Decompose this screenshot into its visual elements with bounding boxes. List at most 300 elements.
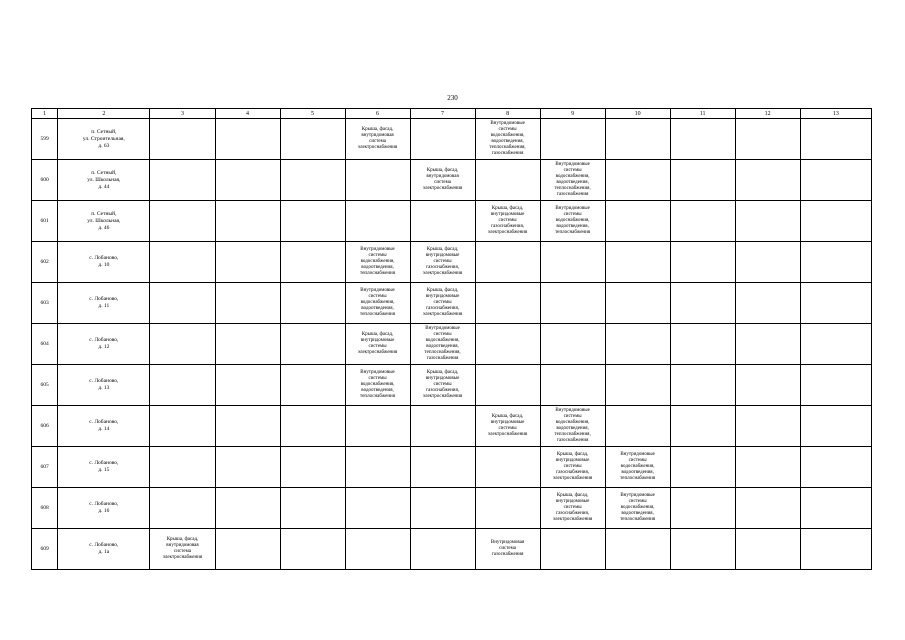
column-number: 8 [475, 109, 540, 119]
work-cell [150, 242, 215, 283]
work-cell [280, 365, 345, 406]
work-text-line: Крыша, фасад, [426, 247, 459, 252]
work-cell [410, 529, 475, 570]
work-text-line: системы [368, 294, 387, 299]
address-line: с. Лобаново, [89, 337, 119, 343]
work-cell [670, 365, 735, 406]
work-cell [345, 406, 410, 447]
work-cell [540, 283, 605, 324]
work-cell [670, 529, 735, 570]
work-text-line: газоснабжения [491, 552, 524, 557]
table-row [32, 406, 872, 447]
work-text-line: Внутридомовые [555, 162, 590, 167]
work-cell [345, 160, 410, 201]
column-number: 4 [215, 109, 280, 119]
address-cell [58, 406, 150, 447]
work-text-line: Внутридомовые [360, 247, 395, 252]
work-cell [540, 119, 605, 160]
work-text-line: внутридомовые [425, 253, 460, 258]
table-row [32, 160, 872, 201]
work-text-line: водоотведения, [556, 180, 589, 185]
work-cell [475, 324, 540, 365]
address-line: ул. Строительная, [82, 135, 125, 142]
address-line: с. Лобаново, [89, 542, 119, 548]
work-cell [670, 119, 735, 160]
work-text-line: Крыша, фасад, [491, 206, 524, 211]
work-cell [475, 201, 540, 242]
work-text-line: Внутридомовые [360, 370, 395, 375]
address-cell [58, 365, 150, 406]
work-text-line: внутридомовые [490, 212, 525, 217]
work-cell [475, 119, 540, 160]
work-cell [605, 201, 670, 242]
work-text-line: Крыша, фасад, [426, 370, 459, 375]
work-cell [215, 119, 280, 160]
work-text-line: системы [628, 458, 647, 463]
work-text-line: Внутридомовые [555, 408, 590, 413]
address-cell [58, 160, 150, 201]
work-text-line: системы [498, 127, 517, 132]
work-cell [215, 365, 280, 406]
work-text-line: газоснабжения, [426, 388, 459, 393]
work-cell [670, 201, 735, 242]
work-text-line: электроснабжения [422, 271, 463, 276]
work-text-line: электроснабжения [357, 350, 398, 355]
address-line: с. Лобаново, [89, 419, 119, 425]
work-text-line: Внутридомовые [425, 326, 460, 331]
work-text-line: водоотведения, [556, 426, 589, 431]
column-number-row [32, 109, 872, 119]
work-text-line: водоотведения, [621, 470, 654, 475]
work-text-line: системы [563, 414, 582, 419]
work-text-line: системы [628, 499, 647, 504]
address-line: с. Лобаново, [89, 460, 119, 466]
work-cell [540, 242, 605, 283]
work-cell [800, 283, 871, 324]
work-cell [475, 160, 540, 201]
work-text-line: водоснабжения, [360, 300, 395, 305]
work-cell [605, 160, 670, 201]
address-line: д. 10 [98, 262, 110, 268]
work-cell [800, 324, 871, 365]
work-text-line: электроснабжения [487, 230, 528, 235]
work-text-line: внутридомовая [361, 133, 394, 138]
address-cell [58, 201, 150, 242]
work-cell [540, 160, 605, 201]
work-cell [215, 242, 280, 283]
work-text-line: газоснабжения, [556, 470, 590, 475]
work-cell [215, 160, 280, 201]
work-text-line: электроснабжения [422, 186, 463, 191]
work-cell [540, 488, 605, 529]
work-text-line: водоотведения, [361, 265, 394, 270]
address-cell [58, 242, 150, 283]
work-cell [410, 283, 475, 324]
address-cell [58, 447, 150, 488]
address-line: с. Лобаново, [89, 378, 119, 384]
work-text-line: водоснабжения, [620, 505, 655, 510]
row-number: 605 [32, 365, 58, 406]
work-cell [215, 201, 280, 242]
address-line: с. Лобаново, [89, 296, 119, 302]
work-text-line: электроснабжения [422, 394, 463, 399]
column-number: 2 [58, 109, 150, 119]
work-text-line: Внутридомовые [620, 452, 655, 457]
work-cell [215, 488, 280, 529]
work-text-line: водоотведения, [491, 139, 524, 144]
work-cell [280, 119, 345, 160]
work-cell [735, 119, 800, 160]
work-cell [735, 529, 800, 570]
work-cell [735, 365, 800, 406]
work-cell [735, 324, 800, 365]
table-row [32, 201, 872, 242]
work-cell [605, 242, 670, 283]
address-line: ул. Школьная, [87, 176, 121, 183]
work-cell [215, 406, 280, 447]
work-cell [540, 365, 605, 406]
work-text-line: теплоснабжения [620, 476, 656, 481]
row-number: 600 [32, 160, 58, 201]
column-number: 6 [345, 109, 410, 119]
work-text-line: системы [498, 426, 517, 431]
address-line: д. 63 [98, 142, 110, 149]
work-cell [605, 488, 670, 529]
work-cell [800, 365, 871, 406]
address-line: д. 44 [98, 183, 110, 190]
work-cell [800, 488, 871, 529]
work-cell [670, 488, 735, 529]
work-cell [475, 529, 540, 570]
work-cell [605, 283, 670, 324]
work-text-line: внутридомовая [426, 174, 459, 179]
address-line: п. Сетный, [91, 128, 117, 135]
row-number: 606 [32, 406, 58, 447]
work-text-line: Крыша, фасад, [361, 332, 394, 337]
work-cell [215, 283, 280, 324]
work-text-line: внутридомовые [555, 458, 590, 463]
work-cell [345, 201, 410, 242]
work-text-line: Крыша, фасад, [426, 168, 459, 173]
work-cell [150, 119, 215, 160]
row-number: 599 [32, 119, 58, 160]
work-cell [280, 488, 345, 529]
row-number: 604 [32, 324, 58, 365]
work-cell [800, 406, 871, 447]
work-cell [410, 242, 475, 283]
work-text-line: Внутридомовые [360, 288, 395, 293]
work-cell [150, 365, 215, 406]
address-line: с. Лобаново, [89, 501, 119, 507]
work-text-line: газоснабжения [426, 356, 459, 361]
work-text-line: система [499, 546, 516, 551]
work-text-line: водоотведения, [556, 224, 589, 229]
work-cell [215, 324, 280, 365]
address-line: д. 13 [98, 385, 110, 391]
work-text-line: системы [368, 253, 387, 258]
work-text-line: Внутридомовые [620, 493, 655, 498]
work-cell [670, 406, 735, 447]
work-cell [605, 529, 670, 570]
work-text-line: водоснабжения, [620, 464, 655, 469]
work-text-line: водоснабжения, [425, 338, 460, 343]
work-text-line: водоснабжения, [555, 420, 590, 425]
work-cell [280, 406, 345, 447]
work-cell [735, 406, 800, 447]
work-text-line: газоснабжения [491, 151, 524, 156]
work-text-line: Внутридомовые [555, 206, 590, 211]
address-line: д. 16 [98, 508, 110, 514]
work-text-line: газоснабжения [556, 438, 589, 443]
column-number: 11 [670, 109, 735, 119]
work-cell [215, 447, 280, 488]
work-cell [345, 283, 410, 324]
work-text-line: внутридомовые [360, 338, 395, 343]
work-cell [800, 201, 871, 242]
work-text-line: Крыша, фасад, [556, 493, 589, 498]
work-text-line: водоотведения, [361, 388, 394, 393]
work-text-line: теплоснабжения, [554, 186, 591, 191]
work-text-line: внутридомовые [490, 420, 525, 425]
work-cell [605, 365, 670, 406]
work-text-line: электроснабжения [422, 312, 463, 317]
work-cell [670, 447, 735, 488]
work-text-line: системы [368, 376, 387, 381]
work-text-line: системы [563, 212, 582, 217]
column-number: 9 [540, 109, 605, 119]
work-cell [150, 447, 215, 488]
work-cell [540, 529, 605, 570]
address-line: д. 12 [98, 344, 110, 350]
work-text-line: водоснабжения, [360, 382, 395, 387]
work-text-line: Крыша, фасад, [361, 127, 394, 132]
address-line: ул. Школьная, [87, 217, 121, 224]
work-cell [280, 283, 345, 324]
address-line: д. 11 [98, 303, 110, 309]
page-number: 230 [447, 94, 458, 102]
work-text-line: электроснабжения [552, 476, 593, 481]
row-number: 602 [32, 242, 58, 283]
work-text-line: внутридомовые [555, 499, 590, 504]
work-cell [345, 447, 410, 488]
work-cell [670, 283, 735, 324]
column-number: 5 [280, 109, 345, 119]
work-text-line: Крыша, фасад, [556, 452, 589, 457]
table-row [32, 242, 872, 283]
work-text-line: Крыша, фасад, [426, 288, 459, 293]
address-cell [58, 283, 150, 324]
work-text-line: Крыша, фасад, [166, 537, 199, 542]
work-cell [670, 160, 735, 201]
column-number: 13 [800, 109, 871, 119]
work-cell [735, 283, 800, 324]
table-row [32, 365, 872, 406]
work-text-line: теплоснабжения [620, 517, 656, 522]
work-text-line: теплоснабжения, [424, 350, 461, 355]
work-cell [410, 160, 475, 201]
table-row [32, 324, 872, 365]
table-row [32, 119, 872, 160]
work-text-line: теплоснабжения, [489, 145, 526, 150]
work-cell [150, 488, 215, 529]
table-row [32, 447, 872, 488]
work-cell [735, 447, 800, 488]
work-text-line: внутридомовые [425, 376, 460, 381]
work-cell [280, 201, 345, 242]
work-cell [345, 488, 410, 529]
work-cell [605, 406, 670, 447]
repair-schedule-table [31, 108, 872, 570]
work-cell [800, 447, 871, 488]
work-cell [150, 406, 215, 447]
work-text-line: водоснабжения, [555, 174, 590, 179]
work-cell [605, 119, 670, 160]
work-cell [345, 529, 410, 570]
work-cell [410, 406, 475, 447]
work-text-line: водоотведения, [621, 511, 654, 516]
work-text-line: внутридомовая [166, 543, 199, 548]
work-text-line: газоснабжения, [426, 306, 459, 311]
work-cell [735, 242, 800, 283]
address-line: д. 14 [98, 426, 110, 432]
work-cell [150, 529, 215, 570]
work-cell [280, 529, 345, 570]
work-text-line: система [369, 139, 386, 144]
column-number: 1 [32, 109, 58, 119]
work-text-line: теплоснабжения [360, 271, 396, 276]
work-cell [150, 201, 215, 242]
address-line: п. Сетный, [91, 210, 117, 217]
work-text-line: теплоснабжения [360, 312, 396, 317]
work-cell [345, 365, 410, 406]
work-cell [800, 242, 871, 283]
address-line: с. Лобаново, [89, 255, 119, 261]
work-cell [540, 201, 605, 242]
work-text-line: системы [433, 382, 452, 387]
work-cell [410, 324, 475, 365]
address-line: д. 46 [98, 224, 110, 231]
row-number: 601 [32, 201, 58, 242]
work-cell [345, 242, 410, 283]
work-text-line: водоснабжения, [555, 218, 590, 223]
work-cell [475, 447, 540, 488]
work-text-line: водоснабжения, [490, 133, 525, 138]
work-text-line: система [174, 549, 191, 554]
address-cell [58, 488, 150, 529]
address-line: д. 15 [98, 467, 110, 473]
work-cell [475, 406, 540, 447]
work-cell [800, 119, 871, 160]
work-cell [215, 529, 280, 570]
work-cell [475, 365, 540, 406]
work-cell [475, 242, 540, 283]
work-cell [410, 119, 475, 160]
work-cell [150, 283, 215, 324]
work-text-line: газоснабжения, [426, 265, 459, 270]
work-text-line: газоснабжения [556, 192, 589, 197]
column-number: 10 [605, 109, 670, 119]
work-text-line: системы [498, 218, 517, 223]
work-text-line: теплоснабжения [360, 394, 396, 399]
work-cell [410, 201, 475, 242]
row-number: 607 [32, 447, 58, 488]
work-text-line: система [434, 180, 451, 185]
work-cell [735, 488, 800, 529]
work-text-line: водоотведения, [426, 344, 459, 349]
work-cell [735, 201, 800, 242]
work-cell [410, 488, 475, 529]
work-text-line: Внутридомовые [490, 121, 525, 126]
address-cell [58, 529, 150, 570]
work-text-line: газоснабжения, [491, 224, 525, 229]
work-text-line: электроснабжения [162, 555, 203, 560]
work-cell [150, 324, 215, 365]
work-cell [280, 242, 345, 283]
work-text-line: газоснабжения, [556, 511, 590, 516]
table-row [32, 529, 872, 570]
work-cell [605, 324, 670, 365]
work-cell [345, 119, 410, 160]
work-text-line: водоснабжения, [360, 259, 395, 264]
work-cell [540, 324, 605, 365]
address-line: д. 1а [98, 549, 110, 555]
address-cell [58, 324, 150, 365]
work-cell [800, 529, 871, 570]
work-text-line: Внутридомовая [490, 540, 525, 545]
work-text-line: системы [433, 332, 452, 337]
work-text-line: теплоснабжения, [554, 432, 591, 437]
work-text-line: системы [563, 168, 582, 173]
work-cell [800, 160, 871, 201]
table-row [32, 488, 872, 529]
row-number: 603 [32, 283, 58, 324]
column-number: 12 [735, 109, 800, 119]
work-cell [475, 488, 540, 529]
address-line: п. Сетный, [91, 169, 117, 176]
work-cell [475, 283, 540, 324]
work-text-line: электроснабжения [357, 145, 398, 150]
column-number: 3 [150, 109, 215, 119]
work-cell [670, 324, 735, 365]
work-text-line: системы [563, 464, 582, 469]
work-cell [410, 365, 475, 406]
work-cell [540, 447, 605, 488]
work-text-line: системы [433, 259, 452, 264]
work-cell [345, 324, 410, 365]
work-cell [280, 324, 345, 365]
work-cell [735, 160, 800, 201]
work-cell [150, 160, 215, 201]
row-number: 608 [32, 488, 58, 529]
work-cell [280, 447, 345, 488]
work-cell [280, 160, 345, 201]
work-cell [605, 447, 670, 488]
work-text-line: системы [433, 300, 452, 305]
work-text-line: системы [563, 505, 582, 510]
work-text-line: электроснабжения [552, 517, 593, 522]
table-row [32, 283, 872, 324]
column-number: 7 [410, 109, 475, 119]
work-cell [410, 447, 475, 488]
address-cell [58, 119, 150, 160]
work-text-line: внутридомовые [425, 294, 460, 299]
work-text-line: электроснабжения [487, 432, 528, 437]
work-text-line: системы [368, 344, 387, 349]
work-text-line: водоотведения, [361, 306, 394, 311]
work-cell [670, 242, 735, 283]
work-text-line: Крыша, фасад, [491, 414, 524, 419]
work-cell [540, 406, 605, 447]
